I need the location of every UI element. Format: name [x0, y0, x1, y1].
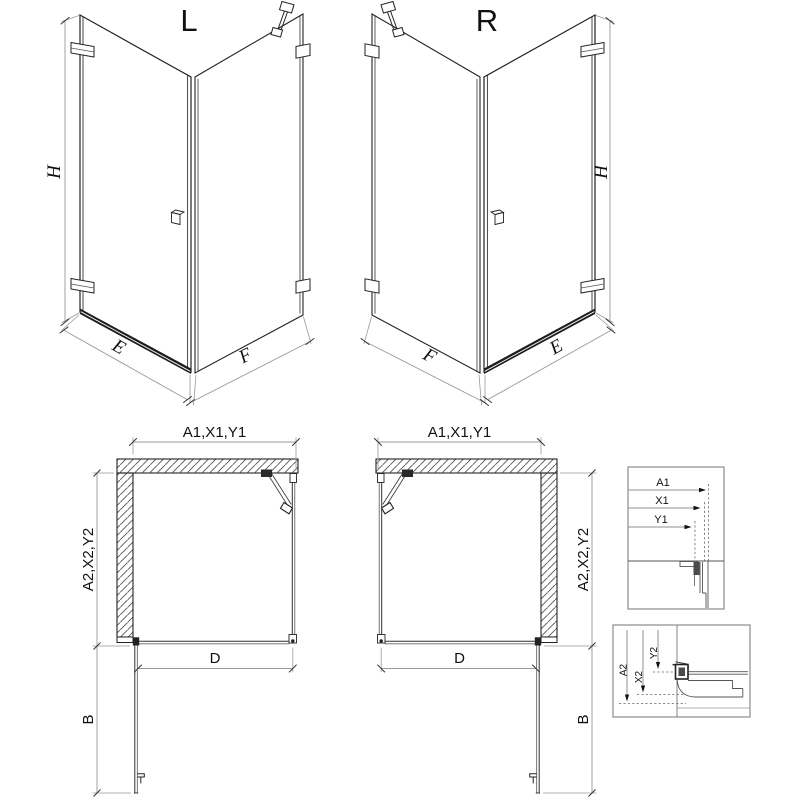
- plan-right-depth-dim-label: A2,X2,Y2: [575, 527, 592, 592]
- plan-right-door-dim-label: D: [454, 650, 465, 667]
- plan-left-width-dim-label: A1,X1,Y1: [182, 424, 247, 441]
- detail-x1-label: X1: [655, 495, 669, 507]
- plan-right-swing-dim-label: B: [575, 714, 592, 725]
- wall-end-cap-left-plan: [117, 637, 133, 643]
- iso-right-panel-width-dim-label: F: [419, 344, 440, 369]
- iso-left-geometry: [60, 2, 314, 406]
- detail-y1-label: Y1: [654, 514, 668, 526]
- detail-view-width-profile: [628, 467, 724, 609]
- iso-left-panel-width-dim-label: F: [235, 344, 256, 369]
- wall-end-cap-right-plan: [541, 637, 557, 643]
- plan-left-geometry: [130, 438, 300, 794]
- plan-left-door-dim-label: D: [209, 650, 221, 667]
- plan-right-width-dim-label: A1,X1,Y1: [427, 424, 492, 441]
- plan-view-right: [375, 424, 597, 797]
- iso-right-door-width-dim-label: E: [546, 335, 567, 360]
- detail-x2-label: X2: [634, 670, 645, 684]
- plan-left-depth-dim-label: A2,X2,Y2: [80, 527, 97, 592]
- plan-view-left: [80, 424, 300, 797]
- detail-y2-label: Y2: [649, 646, 660, 660]
- iso-left-height-dim-label: H: [44, 165, 65, 179]
- wall-hatched-side-left-plan: [117, 473, 133, 637]
- iso-left-label: L: [180, 3, 198, 38]
- iso-view-right: [361, 2, 615, 406]
- iso-right-height-dim-label: H: [591, 165, 612, 179]
- plan-left-swing-dim-label: B: [80, 714, 97, 725]
- wall-hatched-side-right-plan: [541, 473, 557, 637]
- detail-width-box: [628, 467, 724, 609]
- threshold-clamp-section: [673, 662, 690, 679]
- detail-view-tray-profile: [613, 625, 750, 717]
- iso-right-geometry: [361, 2, 615, 406]
- iso-left-door-width-dim-label: E: [108, 335, 129, 360]
- plan-right-geometry: [375, 438, 545, 794]
- detail-a1-label: A1: [656, 477, 670, 489]
- iso-view-left: [44, 2, 314, 406]
- detail-a2-label: A2: [618, 663, 630, 677]
- iso-right-label: R: [475, 3, 499, 38]
